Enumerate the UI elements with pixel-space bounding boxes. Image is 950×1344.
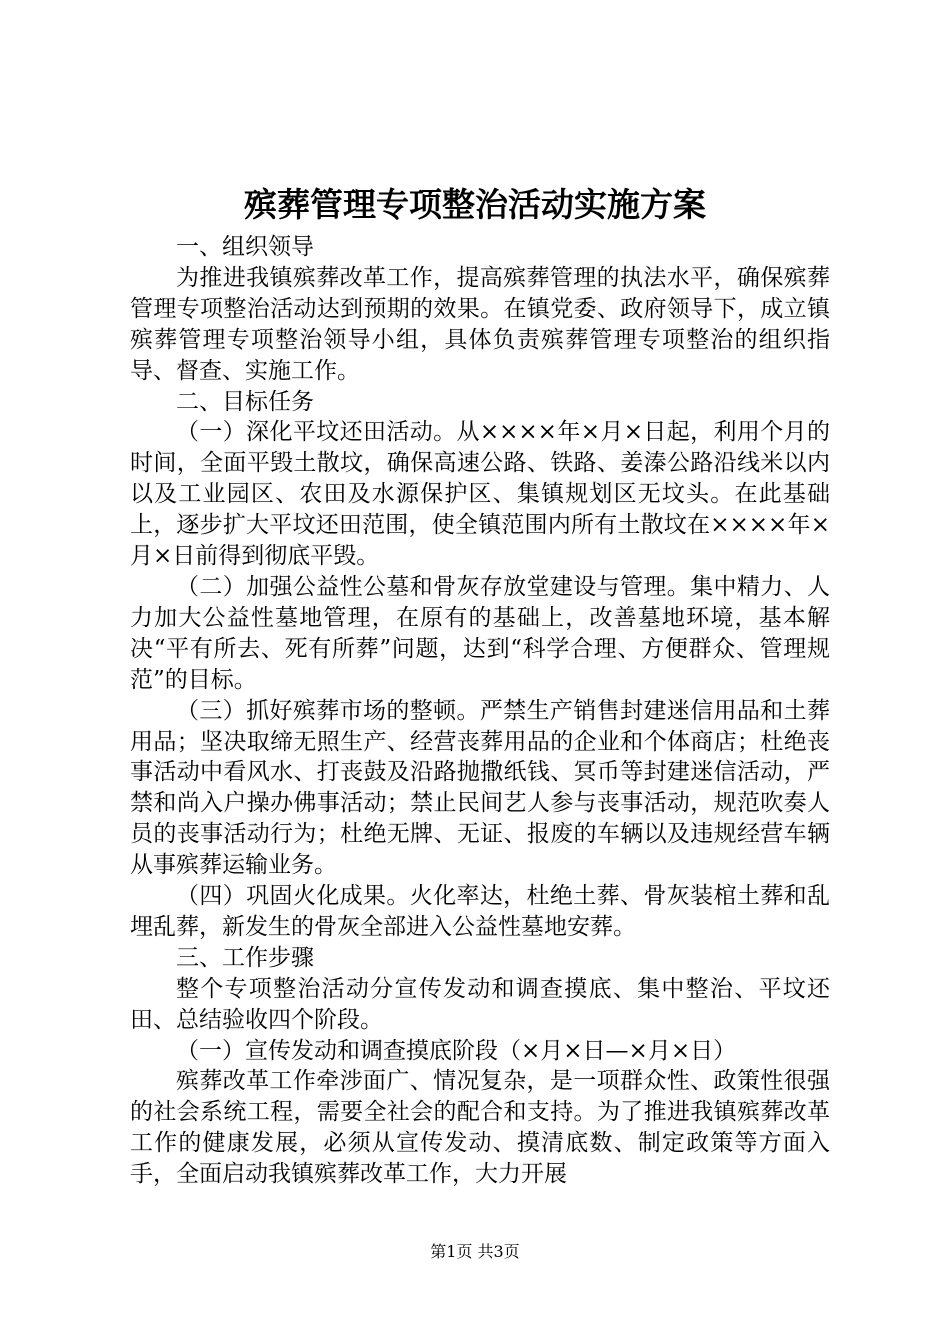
heading-goals: 二、目标任务 bbox=[176, 388, 314, 415]
paragraph-goal-4: （四）巩固火化成果。火化率达，杜绝土葬、骨灰装棺土葬和乱埋乱葬，新发生的骨灰全部进入公益性墓地安葬。 bbox=[130, 883, 830, 940]
paragraph-stage-1: 殡葬改革工作牵涉面广、情况复杂，是一项群众性、政策性很强的社会系统工程，需要全社会的配合和支持。为了推进我镇殡葬改革工作的健康发展，必须从宣传发动、摸清底数、制定政策等方面入手，全面启动我镇殡葬改革工作，大力开展 bbox=[130, 1068, 830, 1188]
subheading-stage-1: （一）宣传发动和调查摸底阶段（×月×日—×月×日） bbox=[176, 1037, 737, 1064]
paragraph-steps-overview: 整个专项整治活动分宣传发动和调查摸底、集中整治、平坟还田、总结验收四个阶段。 bbox=[130, 975, 830, 1033]
document-title: 殡葬管理专项整治活动实施方案 bbox=[244, 185, 706, 224]
page-footer: 第1页 共3页 bbox=[430, 1242, 520, 1261]
paragraph-goal-2: （二）加强公益性公墓和骨灰存放堂建设与管理。集中精力、人力加大公益性墓地管理，在原有的基础上，改善墓地环境，基本解决“平有所去、死有所葬”问题，达到“科学合理、方便群众、管理规范”的目标。 bbox=[130, 573, 830, 693]
paragraph-goal-3: （三）抓好殡葬市场的整顿。严禁生产销售封建迷信用品和土葬用品；坚决取缔无照生产、经营丧葬用品的企业和个体商店；杜绝丧事活动中看风水、打丧鼓及沿路抛撒纸钱、冥币等封建迷信活动，严禁和尚入户操办佛事活动；禁止民间艺人参与丧事活动，规范吹奏人员的丧事活动行为；杜绝无牌、无证、报废的车辆以及违规经营车辆从事殡葬运输业务。 bbox=[130, 697, 830, 879]
paragraph-organization: 为推进我镇殡葬改革工作，提高殡葬管理的执法水平，确保殡葬管理专项整治活动达到预期的效果。在镇党委、政府领导下，成立镇殡葬管理专项整治领导小组，具体负责殡葬管理专项整治的组织指导、督查、实施工作。 bbox=[130, 264, 830, 384]
heading-organization: 一、组织领导 bbox=[176, 234, 314, 260]
heading-steps: 三、工作步骤 bbox=[176, 944, 314, 971]
paragraph-goal-1: （一）深化平坟还田活动。从××××年×月×日起，利用个月的时间，全面平毁土散坟，确保高速公路、铁路、姜溱公路沿线米以内以及工业园区、农田及水源保护区、集镇规划区无坟头。在此基础上，逐步扩大平坟还田范围，使全镇范围内所有土散坟在××××年×月×日前得到彻底平毁。 bbox=[130, 419, 830, 570]
document-body bbox=[130, 232, 830, 1190]
